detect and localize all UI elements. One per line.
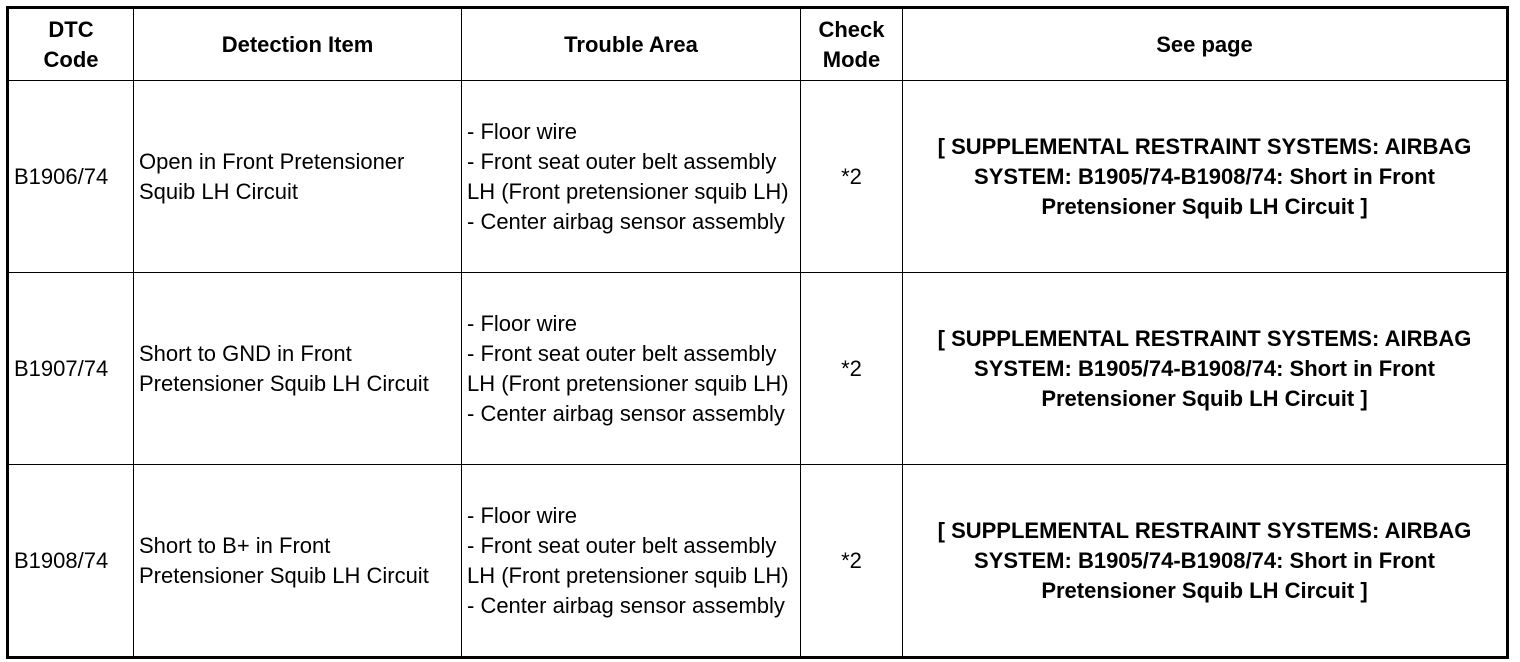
header-check-mode: Check Mode <box>801 8 903 81</box>
trouble-area-line: - Floor wire <box>467 310 578 336</box>
check-mode-cell: *2 <box>801 81 903 273</box>
trouble-area-line: - Center airbag sensor assembly <box>467 400 785 426</box>
trouble-area-line: - Front seat outer belt assembly LH (Front pretensioner squib LH) <box>467 148 789 204</box>
trouble-area-line: - Center airbag sensor assembly <box>467 208 785 234</box>
trouble-area-cell <box>462 81 801 273</box>
trouble-area-line: - Center airbag sensor assembly <box>467 592 785 618</box>
see-page-link[interactable]: [ SUPPLEMENTAL RESTRAINT SYSTEMS: AIRBAG SYSTEM: B1905/74-B1908/74: Short in Front Pretensioner Squib LH Circuit ] <box>903 81 1508 273</box>
header-dtc-code: DTC Code <box>8 8 134 81</box>
check-mode-cell: *2 <box>801 273 903 465</box>
table-row <box>8 81 1508 273</box>
dtc-code-cell: B1906/74 <box>8 81 134 273</box>
header-trouble-area: Trouble Area <box>462 8 801 81</box>
dtc-code-cell: B1908/74 <box>8 465 134 658</box>
trouble-area-line: - Front seat outer belt assembly LH (Front pretensioner squib LH) <box>467 532 789 588</box>
detection-item-cell: Short to GND in Front Pretensioner Squib LH Circuit <box>134 273 462 465</box>
trouble-area-line: - Front seat outer belt assembly LH (Front pretensioner squib LH) <box>467 340 789 396</box>
table-row <box>8 465 1508 658</box>
table-row <box>8 273 1508 465</box>
check-mode-cell: *2 <box>801 465 903 658</box>
table-header-row <box>8 8 1508 81</box>
dtc-code-cell: B1907/74 <box>8 273 134 465</box>
trouble-area-cell <box>462 273 801 465</box>
trouble-area-line: - Floor wire <box>467 118 578 144</box>
header-detection-item: Detection Item <box>134 8 462 81</box>
see-page-link[interactable]: [ SUPPLEMENTAL RESTRAINT SYSTEMS: AIRBAG SYSTEM: B1905/74-B1908/74: Short in Front Pretensioner Squib LH Circuit ] <box>903 273 1508 465</box>
trouble-area-cell <box>462 465 801 658</box>
detection-item-cell: Short to B+ in Front Pretensioner Squib LH Circuit <box>134 465 462 658</box>
trouble-area-line: - Floor wire <box>467 502 578 528</box>
see-page-link[interactable]: [ SUPPLEMENTAL RESTRAINT SYSTEMS: AIRBAG SYSTEM: B1905/74-B1908/74: Short in Front Pretensioner Squib LH Circuit ] <box>903 465 1508 658</box>
detection-item-cell: Open in Front Pretensioner Squib LH Circuit <box>134 81 462 273</box>
dtc-table <box>6 6 1509 659</box>
header-see-page: See page <box>903 8 1508 81</box>
